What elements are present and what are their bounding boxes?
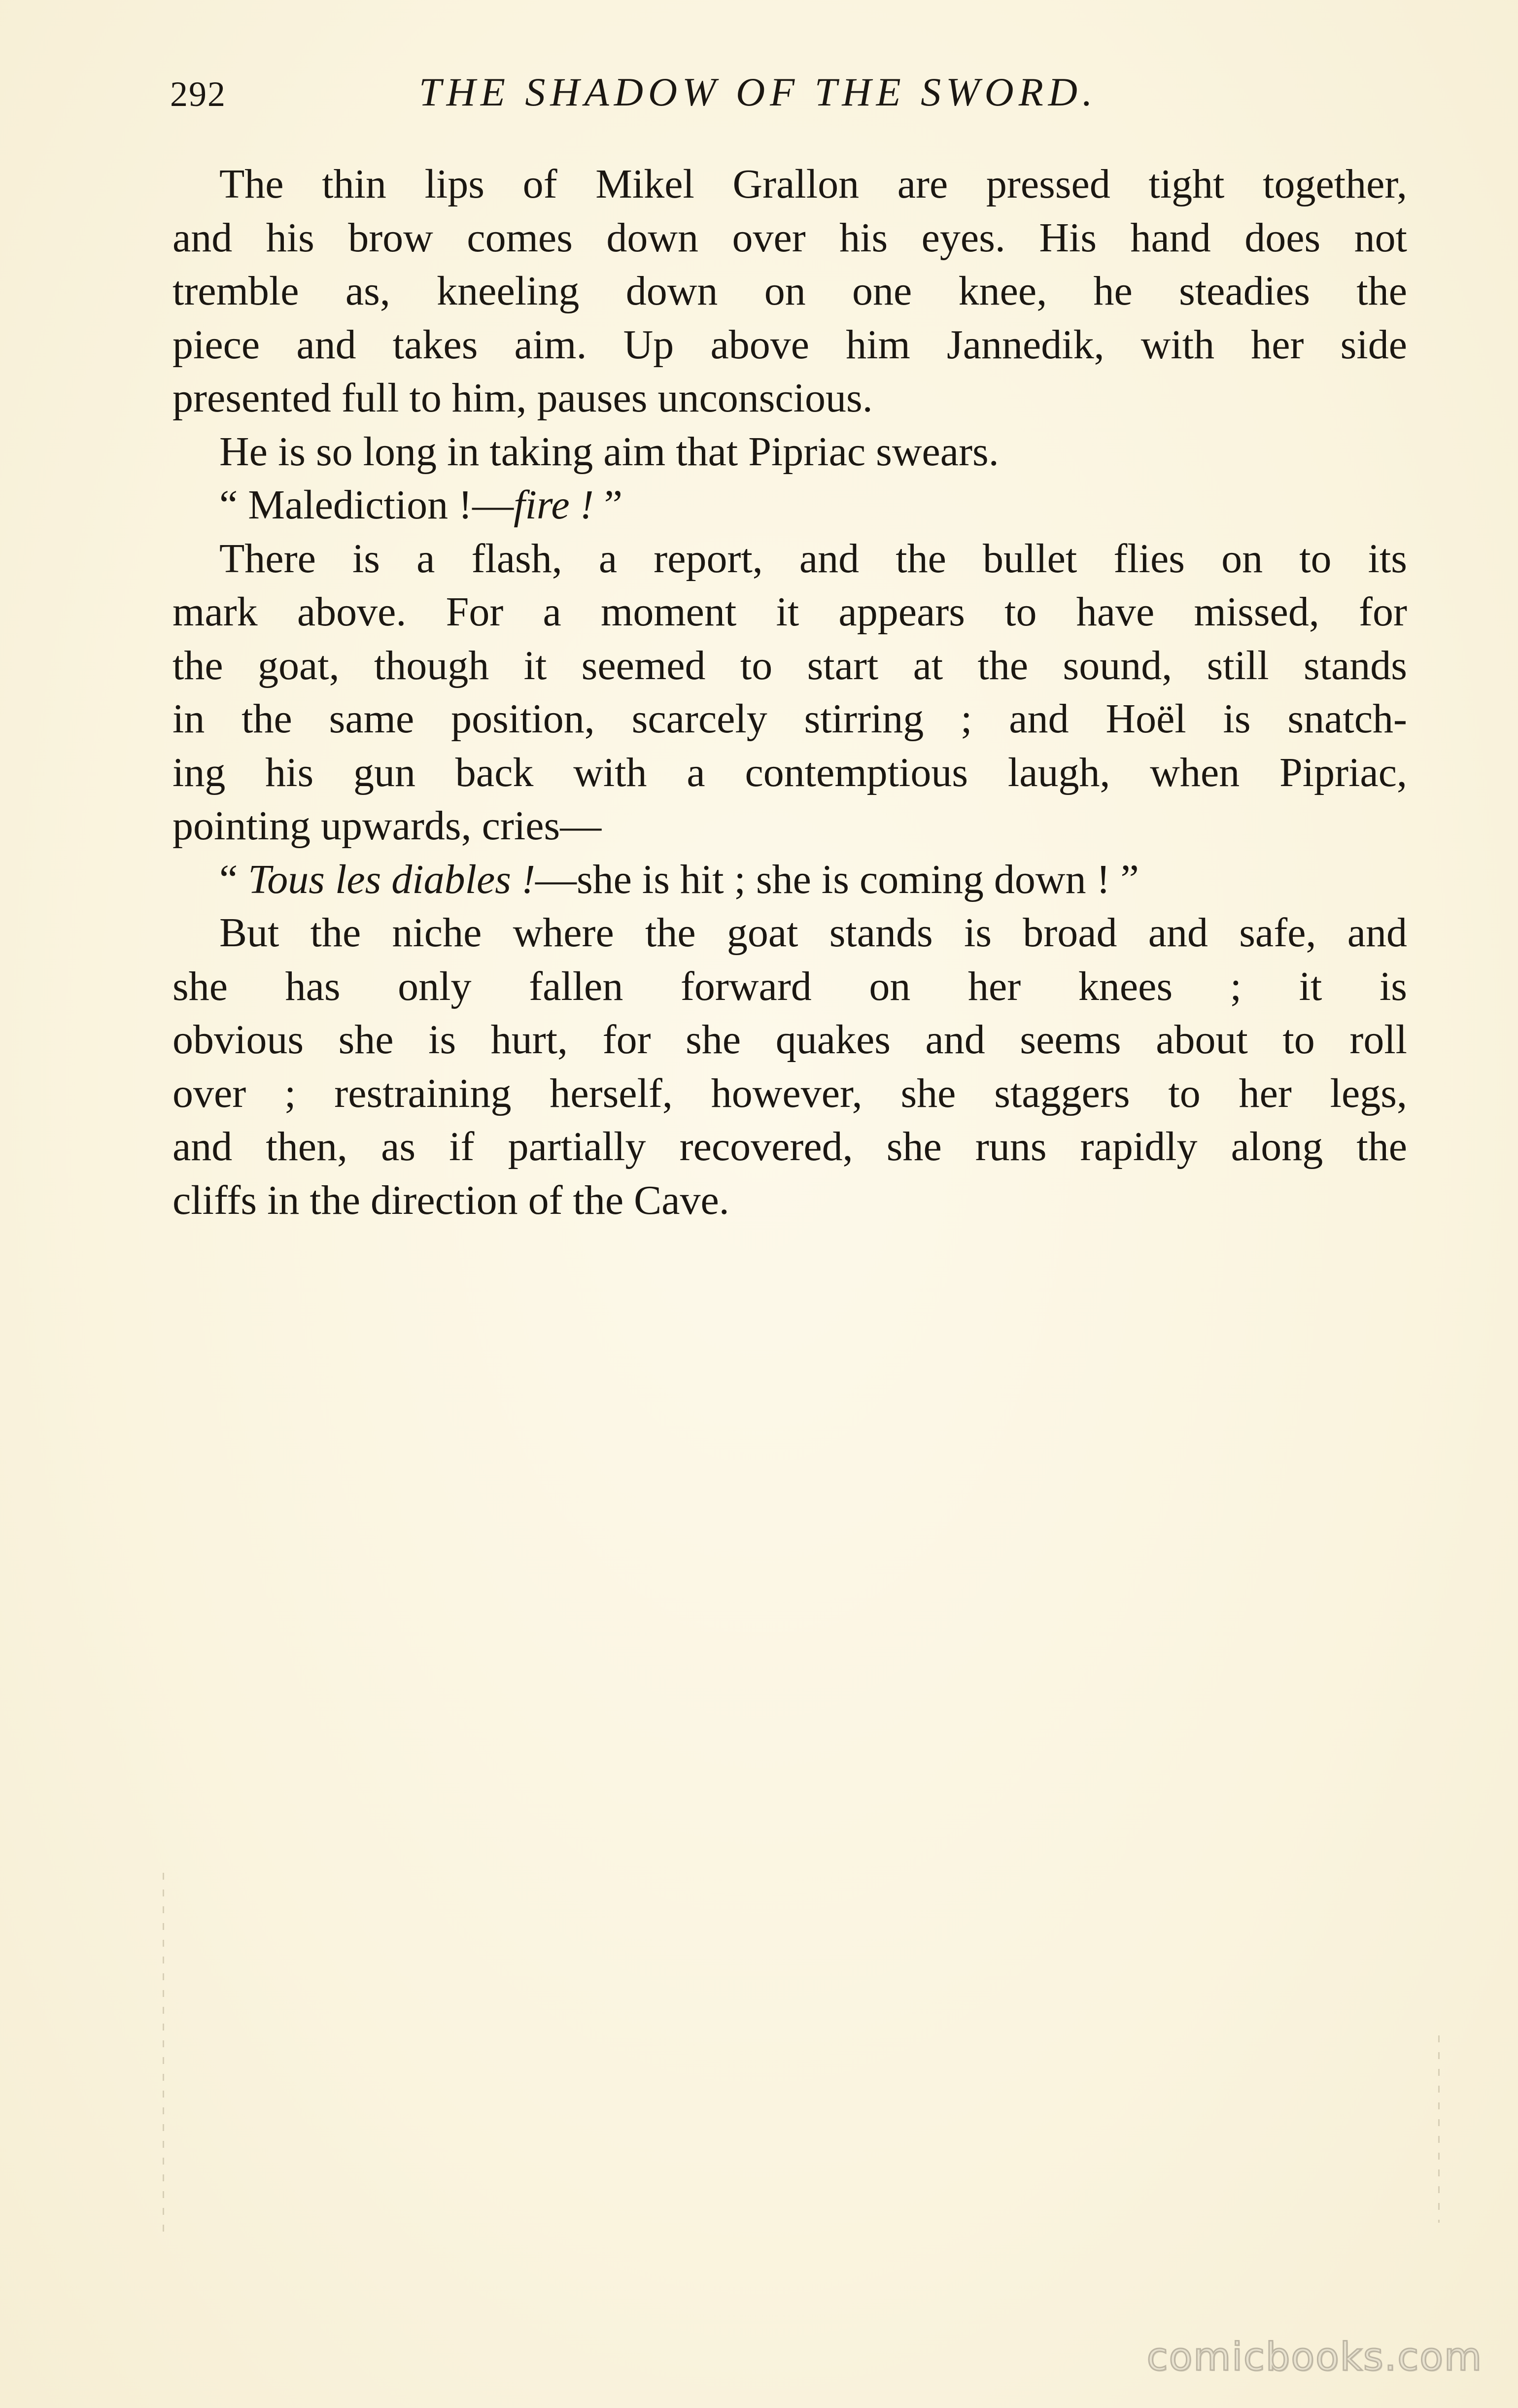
text-line: ing his gun back with a contemptious laugh, when Pipriac, xyxy=(172,749,1407,795)
text-span: “ xyxy=(219,856,248,902)
scan-artifact xyxy=(163,1873,164,2237)
scan-artifact xyxy=(1438,2035,1440,2223)
text-line: presented full to him, pauses unconscious. xyxy=(172,375,873,421)
italic-text: Tous les diables ! xyxy=(248,856,535,902)
running-title: THE SHADOW OF THE SWORD. xyxy=(419,69,1098,114)
running-head xyxy=(170,69,1402,123)
text-line: and then, as if partially recovered, she runs rapidly along the xyxy=(172,1124,1407,1170)
text-line: mark above. For a moment it appears to have missed, for xyxy=(172,589,1407,635)
text-span: —she is hit ; she is coming down ! ” xyxy=(535,856,1139,902)
text-span: “ Malediction !— xyxy=(219,482,514,528)
text-line xyxy=(172,479,1407,532)
text-line: He is so long in taking aim that Pipriac swears. xyxy=(219,428,999,475)
text-line xyxy=(172,853,1407,907)
text-line: cliffs in the direction of the Cave. xyxy=(172,1177,729,1223)
text-line: over ; restraining herself, however, she staggers to her legs, xyxy=(172,1070,1407,1116)
text-line: the goat, though it seemed to start at the sound, still stands xyxy=(172,642,1407,688)
watermark: comicbooks.com xyxy=(1146,2335,1483,2379)
text-line: tremble as, kneeling down on one knee, he steadies the xyxy=(172,268,1407,314)
text-line: piece and takes aim. Up above him Jannedik, with her side xyxy=(172,321,1407,368)
body-text xyxy=(172,158,1407,1227)
text-line: and his brow comes down over his eyes. His hand does not xyxy=(172,214,1407,261)
text-line: in the same position, scarcely stirring ; and Hoël is snatch- xyxy=(172,696,1407,742)
text-line: But the niche where the goat stands is broad and safe, and xyxy=(219,910,1407,956)
text-line: The thin lips of Mikel Grallon are pressed tight together, xyxy=(219,161,1407,207)
text-line: There is a flash, a report, and the bullet flies on to its xyxy=(219,535,1407,582)
text-line: she has only fallen forward on her knees ; it is xyxy=(172,963,1407,1009)
page-number: 292 xyxy=(170,74,226,114)
text-line: obvious she is hurt, for she quakes and seems about to roll xyxy=(172,1017,1407,1063)
text-span: ” xyxy=(593,482,622,528)
text-line: pointing upwards, cries— xyxy=(172,803,602,849)
italic-text: fire ! xyxy=(514,482,594,528)
